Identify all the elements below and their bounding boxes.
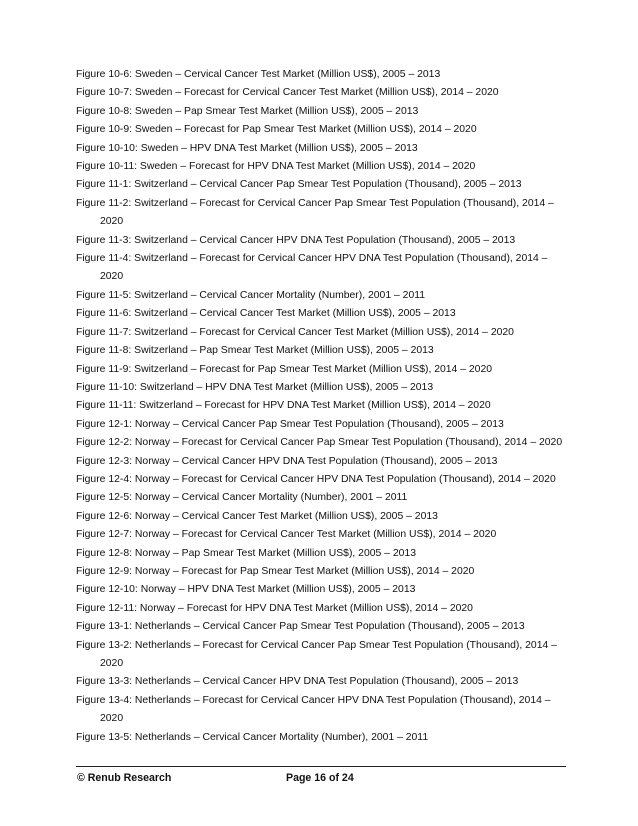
- figure-entry-text: Figure 11-4: Switzerland – Forecast for Cervical Cancer HPV DNA Test Population (Thousand), 2014 –: [76, 253, 548, 265]
- figure-entry-text: Figure 12-6: Norway – Cervical Cancer Test Market (Million US$), 2005 – 2013: [76, 510, 438, 522]
- figure-entry-text: Figure 12-5: Norway – Cervical Cancer Mortality (Number), 2001 – 2011: [76, 492, 408, 504]
- footer-page-number: Page 16 of 24: [286, 772, 354, 784]
- figure-entry-text: Figure 11-11: Switzerland – Forecast for HPV DNA Test Market (Million US$), 2014 – 2020: [76, 400, 491, 412]
- figure-entry-text: Figure 11-2: Switzerland – Forecast for Cervical Cancer Pap Smear Test Population (Thousand), 2014 –: [76, 197, 554, 209]
- figure-entry-text: Figure 10-6: Sweden – Cervical Cancer Test Market (Million US$), 2005 – 2013: [76, 69, 441, 80]
- figure-list-item: [76, 361, 576, 379]
- figure-entry-text: Figure 12-11: Norway – Forecast for HPV DNA Test Market (Million US$), 2014 – 2020: [76, 602, 473, 614]
- figure-entry-text: Figure 12-2: Norway – Forecast for Cervical Cancer Pap Smear Test Population (Thousand), 2014 – 2020: [76, 437, 563, 449]
- figure-entry-text: Figure 12-10: Norway – HPV DNA Test Market (Million US$), 2005 – 2013: [76, 584, 416, 596]
- figure-entry-text: Figure 11-10: Switzerland – HPV DNA Test Market (Million US$), 2005 – 2013: [76, 381, 434, 393]
- figure-list-item: [76, 508, 576, 526]
- figure-list-item: [76, 600, 576, 618]
- figure-list-item: [76, 103, 576, 121]
- figure-list-item: [76, 176, 576, 194]
- figure-list-item: [76, 489, 576, 507]
- figure-entry-text: Figure 11-9: Switzerland – Forecast for Pap Smear Test Market (Million US$), 2014 – 2020: [76, 363, 493, 375]
- figure-list-item: [76, 526, 576, 544]
- figure-list-item: [76, 195, 576, 232]
- figure-entry-text: Figure 13-4: Netherlands – Forecast for Cervical Cancer HPV DNA Test Population (Thousand), 2014 –: [76, 694, 551, 706]
- figure-list-item: [76, 305, 576, 323]
- figure-list-item: [76, 673, 576, 691]
- figure-list-item: [76, 434, 576, 452]
- figure-list-item: [76, 66, 576, 84]
- figure-list-item: [76, 692, 576, 729]
- figure-list-item: [76, 232, 576, 250]
- figure-list-item: [76, 84, 576, 102]
- figure-list-item: [76, 637, 576, 674]
- figure-list-item: [76, 581, 576, 599]
- figure-list-item: [76, 729, 576, 747]
- figure-list-item: [76, 471, 576, 489]
- figure-entry-continuation: 2020: [100, 658, 124, 669]
- footer-divider: [76, 766, 566, 767]
- figure-entry-text: Figure 11-7: Switzerland – Forecast for Cervical Cancer Test Market (Million US$), 2014 – 2020: [76, 326, 514, 338]
- figure-list-item: [76, 563, 576, 581]
- figure-entry-text: Figure 10-10: Sweden – HPV DNA Test Market (Million US$), 2005 – 2013: [76, 142, 418, 154]
- figure-entry-text: Figure 13-5: Netherlands – Cervical Cancer Mortality (Number), 2001 – 2011: [76, 731, 429, 743]
- figure-list-item: [76, 397, 576, 415]
- figure-entry-text: Figure 11-6: Switzerland – Cervical Cancer Test Market (Million US$), 2005 – 2013: [76, 308, 456, 320]
- figure-entry-text: Figure 10-9: Sweden – Forecast for Pap Smear Test Market (Million US$), 2014 – 2020: [76, 124, 477, 136]
- figure-entry-text: Figure 11-1: Switzerland – Cervical Cancer Pap Smear Test Population (Thousand), 2005 – 2013: [76, 179, 522, 191]
- figure-list-item: [76, 287, 576, 305]
- figure-entry-text: Figure 12-4: Norway – Forecast for Cervical Cancer HPV DNA Test Population (Thousand), 2014 – 2020: [76, 473, 556, 485]
- figure-list-item: [76, 121, 576, 139]
- figure-entry-continuation: 2020: [100, 216, 124, 228]
- figure-entry-text: Figure 13-3: Netherlands – Cervical Cancer HPV DNA Test Population (Thousand), 2005 – 2013: [76, 676, 519, 688]
- figure-entry-text: Figure 12-7: Norway – Forecast for Cervical Cancer Test Market (Million US$), 2014 – 2020: [76, 529, 497, 541]
- figure-entry-text: Figure 13-1: Netherlands – Cervical Cancer Pap Smear Test Population (Thousand), 2005 – 2013: [76, 621, 525, 633]
- figure-entry-text: Figure 11-3: Switzerland – Cervical Cancer HPV DNA Test Population (Thousand), 2005 – 2013: [76, 234, 516, 246]
- footer-copyright: © Renub Research: [77, 772, 172, 784]
- figure-entry-text: Figure 10-7: Sweden – Forecast for Cervical Cancer Test Market (Million US$), 2014 – 2020: [76, 87, 499, 99]
- figure-list-item: [76, 453, 576, 471]
- figure-list-item: [76, 618, 576, 636]
- figure-entry-continuation: 2020: [100, 713, 124, 725]
- figure-list-item: [76, 379, 576, 397]
- figure-entry-text: Figure 12-3: Norway – Cervical Cancer HPV DNA Test Population (Thousand), 2005 – 2013: [76, 455, 498, 467]
- figure-entry-text: Figure 11-5: Switzerland – Cervical Cancer Mortality (Number), 2001 – 2011: [76, 289, 426, 301]
- figure-list-item: [76, 140, 576, 158]
- figure-list-item: [76, 324, 576, 342]
- figure-list-item: [76, 158, 576, 176]
- figure-list-item: [76, 416, 576, 434]
- figure-entry-text: Figure 12-9: Norway – Forecast for Pap Smear Test Market (Million US$), 2014 – 2020: [76, 565, 475, 577]
- figure-entry-text: Figure 13-2: Netherlands – Forecast for Cervical Cancer Pap Smear Test Population (Thousand), 2014 –: [76, 639, 557, 651]
- figure-list-item: [76, 250, 576, 287]
- figure-entry-text: Figure 10-11: Sweden – Forecast for HPV DNA Test Market (Million US$), 2014 – 2020: [76, 161, 476, 173]
- figure-entry-text: Figure 12-8: Norway – Pap Smear Test Market (Million US$), 2005 – 2013: [76, 547, 416, 559]
- figure-list-item: [76, 342, 576, 360]
- figure-entry-text: Figure 11-8: Switzerland – Pap Smear Test Market (Million US$), 2005 – 2013: [76, 345, 434, 357]
- list-of-figures: [76, 66, 576, 747]
- figure-entry-text: Figure 12-1: Norway – Cervical Cancer Pap Smear Test Population (Thousand), 2005 – 2013: [76, 418, 504, 430]
- figure-list-item: [76, 545, 576, 563]
- figure-entry-continuation: 2020: [100, 271, 124, 283]
- figure-entry-text: Figure 10-8: Sweden – Pap Smear Test Market (Million US$), 2005 – 2013: [76, 105, 419, 117]
